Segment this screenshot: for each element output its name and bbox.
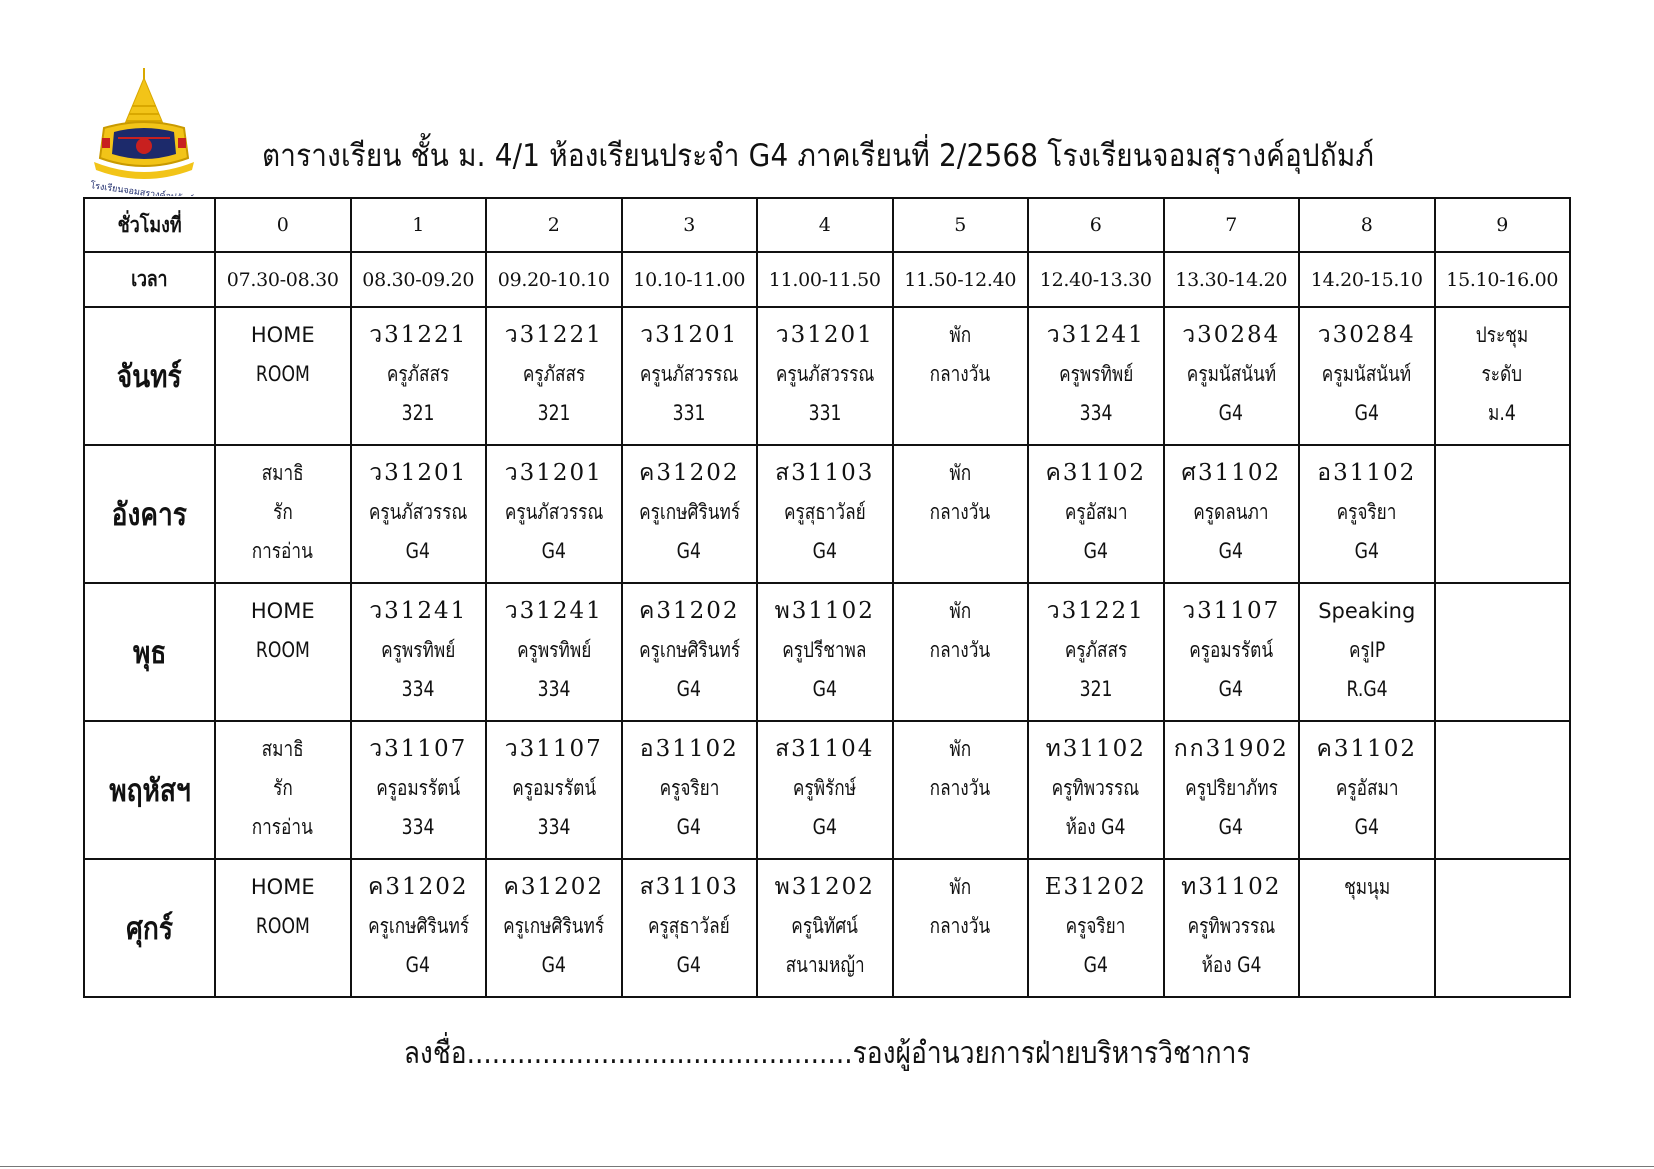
schedule-cell [622, 445, 758, 583]
teacher-name: กลางวัน [929, 500, 991, 524]
schedule-cell [215, 445, 351, 583]
schedule-cell [486, 583, 622, 721]
teacher-name: ครูมนัสนันท์ [1186, 362, 1276, 386]
teacher-name: ครูพรทิพย์ [381, 638, 456, 662]
class-entry [216, 308, 350, 444]
teacher-name: ครูภัสสร [522, 362, 585, 386]
day-row [84, 445, 1570, 583]
schedule-cell [622, 859, 758, 997]
subject-code: สมาธิ [261, 461, 304, 485]
room-label: 321 [401, 401, 435, 425]
class-entry [352, 446, 486, 582]
subject-code: พัก [949, 323, 972, 347]
schedule-cell [1299, 583, 1435, 721]
subject-code: ว31201 [775, 322, 874, 348]
subject-code: ว31221 [369, 322, 468, 348]
day-label-cell [84, 445, 215, 583]
class-entry [758, 308, 892, 444]
teacher-name: ระดับ [1481, 362, 1523, 386]
teacher-name: กลางวัน [929, 638, 991, 662]
room-label: ห้อง G4 [1065, 815, 1126, 839]
class-entry [894, 722, 1028, 858]
subject-code: กก31902 [1173, 736, 1289, 762]
schedule-cell [1435, 445, 1571, 583]
subject-code: ว31201 [504, 460, 603, 486]
room-label: G4 [812, 677, 837, 701]
class-entry [487, 446, 621, 582]
schedule-cell [1028, 445, 1164, 583]
teacher-name: ครูพรทิพย์ [1058, 362, 1133, 386]
room-label: G4 [1083, 953, 1108, 977]
class-entry [1029, 584, 1163, 720]
class-entry [1165, 860, 1299, 996]
class-entry [894, 308, 1028, 444]
room-label: G4 [1219, 401, 1244, 425]
schedule-cell [1028, 307, 1164, 445]
subject-code: ว31241 [1046, 322, 1145, 348]
teacher-name: ครูจริยา [1336, 500, 1397, 524]
schedule-cell [1299, 859, 1435, 997]
teacher-name: ครูมนัสนันท์ [1322, 362, 1412, 386]
subject-code: ว31201 [369, 460, 468, 486]
room-label: G4 [1219, 815, 1244, 839]
room-label: G4 [677, 953, 702, 977]
room-label: 334 [537, 677, 571, 701]
day-label-cell [84, 721, 215, 859]
room-label: G4 [1083, 539, 1108, 563]
teacher-name: ครูภัสสร [1064, 638, 1127, 662]
teacher-name: ครูทิพวรรณ [1051, 776, 1140, 800]
time-row [84, 252, 1570, 307]
subject-code: สมาธิ [261, 737, 304, 761]
class-entry [352, 722, 486, 858]
teacher-name: กลางวัน [929, 776, 991, 800]
subject-code: ค31102 [1045, 460, 1147, 486]
subject-code: ส31103 [775, 460, 875, 486]
teacher-name: ครูจริยา [659, 776, 720, 800]
class-entry [1436, 584, 1570, 720]
period-number-2: 2 [486, 198, 622, 252]
class-entry [352, 584, 486, 720]
schedule-cell [486, 859, 622, 997]
teacher-name: ครูเกษศิรินทร์ [367, 914, 469, 938]
schedule-cell [893, 859, 1029, 997]
subject-code: ว31221 [1046, 598, 1145, 624]
schedule-cell [893, 307, 1029, 445]
day-label: พฤหัสฯ [108, 773, 191, 809]
class-entry [216, 446, 350, 582]
teacher-name: ครูดลนภา [1193, 500, 1269, 524]
class-entry [216, 584, 350, 720]
schedule-cell [1164, 721, 1300, 859]
subject-code: ว31221 [504, 322, 603, 348]
teacher-name: รัก [272, 776, 293, 800]
room-label: G4 [1219, 677, 1244, 701]
teacher-name: ROOM [255, 362, 310, 386]
subject-code: พัก [949, 875, 972, 899]
subject-code: อ31102 [639, 736, 739, 762]
schedule-cell [351, 721, 487, 859]
page-title: ตารางเรียน ชั้น ม. 4/1 ห้องเรียนประจำ G4 ภาคเรียนที่ 2/2568 โรงเรียนจอมสุรางค์อุปถัมภ์ [262, 138, 1375, 174]
class-entry [1165, 446, 1299, 582]
schedule-cell [757, 445, 893, 583]
subject-code: ส31103 [639, 874, 739, 900]
day-row [84, 583, 1570, 721]
schedule-cell [1299, 445, 1435, 583]
signature-line: ลงชื่อ..............................................รองผู้อำนวยการฝ่ายบริหารวิชาการ [403, 1036, 1251, 1071]
schedule-cell [757, 721, 893, 859]
class-entry [487, 584, 621, 720]
teacher-name: ครูนภัสวรรณ [639, 362, 739, 386]
class-entry [758, 860, 892, 996]
class-entry [894, 860, 1028, 996]
day-row [84, 307, 1570, 445]
page-bottom-rule [0, 1166, 1654, 1167]
schedule-cell [351, 307, 487, 445]
class-entry [1029, 446, 1163, 582]
class-entry [623, 584, 757, 720]
class-entry [623, 308, 757, 444]
period-time-6: 12.40-13.30 [1028, 252, 1164, 307]
schedule-cell [1435, 307, 1571, 445]
schedule-cell [351, 583, 487, 721]
day-label: ศุกร์ [126, 911, 173, 947]
teacher-name: รัก [272, 500, 293, 524]
day-row [84, 721, 1570, 859]
teacher-name: ครูอมรรัตน์ [1189, 638, 1274, 662]
room-label: 334 [1079, 401, 1113, 425]
subject-code: ว31241 [369, 598, 468, 624]
subject-code: HOME [250, 599, 315, 623]
teacher-name: ROOM [255, 914, 310, 938]
room-label: G4 [1219, 539, 1244, 563]
subject-code: พ31102 [774, 598, 875, 624]
schedule-cell [757, 859, 893, 997]
subject-code: ท31102 [1181, 874, 1282, 900]
period-time-7: 13.30-14.20 [1164, 252, 1300, 307]
teacher-name: ครูปรีชาพล [782, 638, 867, 662]
room-label: 321 [1079, 677, 1113, 701]
subject-code: ค31102 [1316, 736, 1418, 762]
teacher-name: ครูสุธาวัลย์ [648, 914, 731, 938]
room-label: G4 [541, 539, 566, 563]
teacher-name: ครูจริยา [1065, 914, 1126, 938]
day-label: พุธ [132, 635, 167, 671]
day-label-cell [84, 583, 215, 721]
period-number-6: 6 [1028, 198, 1164, 252]
period-header-label: ชั่วโมงที่ [84, 198, 215, 252]
teacher-name: กลางวัน [929, 914, 991, 938]
subject-code: พัก [949, 461, 972, 485]
schedule-cell [215, 721, 351, 859]
schedule-cell [486, 307, 622, 445]
room-label: G4 [541, 953, 566, 977]
period-number-3: 3 [622, 198, 758, 252]
subject-code: อ31102 [1317, 460, 1417, 486]
room-label: R.G4 [1346, 677, 1388, 701]
class-entry [1165, 308, 1299, 444]
teacher-name: ครูนิทัศน์ [791, 914, 859, 938]
room-label: การอ่าน [252, 539, 314, 563]
schedule-cell [215, 583, 351, 721]
room-label: การอ่าน [252, 815, 314, 839]
room-label: G4 [1354, 401, 1379, 425]
class-entry [894, 584, 1028, 720]
schedule-cell [1299, 721, 1435, 859]
room-label: 334 [401, 677, 435, 701]
room-label: G4 [812, 815, 837, 839]
room-label: G4 [1354, 815, 1379, 839]
class-entry [1436, 860, 1570, 996]
period-number-8: 8 [1299, 198, 1435, 252]
class-entry [487, 308, 621, 444]
class-entry [894, 446, 1028, 582]
teacher-name: ครูนภัสวรรณ [368, 500, 468, 524]
room-label: G4 [677, 539, 702, 563]
schedule-cell [1028, 859, 1164, 997]
class-entry [758, 446, 892, 582]
room-label: 334 [537, 815, 571, 839]
room-label: 321 [537, 401, 571, 425]
teacher-name: กลางวัน [929, 362, 991, 386]
class-entry [1300, 722, 1434, 858]
schedule-cell [757, 307, 893, 445]
teacher-name: ครูอมรรัตน์ [511, 776, 596, 800]
class-entry [758, 722, 892, 858]
subject-code: ค31202 [638, 460, 740, 486]
schedule-cell [1164, 307, 1300, 445]
period-time-4: 11.00-11.50 [757, 252, 893, 307]
teacher-name: ครูอัสมา [1335, 776, 1399, 800]
class-entry [1300, 584, 1434, 720]
class-entry [1165, 722, 1299, 858]
period-time-1: 08.30-09.20 [351, 252, 487, 307]
teacher-name: ครูIP [1348, 638, 1385, 662]
teacher-name: ครูภัสสร [387, 362, 450, 386]
schedule-cell [622, 307, 758, 445]
schedule-cell [1299, 307, 1435, 445]
room-label: 331 [808, 401, 842, 425]
period-number-5: 5 [893, 198, 1029, 252]
subject-code: ศ31102 [1181, 460, 1282, 486]
teacher-name: ROOM [255, 638, 310, 662]
schedule-cell [1435, 721, 1571, 859]
class-entry [1300, 860, 1434, 996]
subject-code: ค31202 [638, 598, 740, 624]
schedule-cell [215, 859, 351, 997]
period-time-2: 09.20-10.10 [486, 252, 622, 307]
period-number-0: 0 [215, 198, 351, 252]
class-entry [352, 860, 486, 996]
subject-code: ประชุม [1476, 323, 1529, 347]
schedule-cell [351, 445, 487, 583]
class-entry [623, 446, 757, 582]
room-label: G4 [406, 539, 431, 563]
room-label: 331 [672, 401, 706, 425]
room-label: G4 [812, 539, 837, 563]
time-header-label: เวลา [84, 252, 215, 307]
period-number-4: 4 [757, 198, 893, 252]
class-entry [623, 722, 757, 858]
day-label: อังคาร [111, 497, 188, 533]
subject-code: Speaking [1318, 599, 1416, 623]
subject-code: ว31241 [504, 598, 603, 624]
teacher-name: ครูนภัสวรรณ [775, 362, 875, 386]
svg-text:โรงเรียนจอมสุรางค์อุปถัมภ์: โรงเรียนจอมสุรางค์อุปถัมภ์ [89, 181, 195, 196]
period-number-7: 7 [1164, 198, 1300, 252]
class-entry [1300, 308, 1434, 444]
schedule-cell [622, 721, 758, 859]
subject-code: ว31107 [369, 736, 468, 762]
teacher-name: ครูปริยาภัทร [1184, 776, 1278, 800]
schedule-cell [893, 583, 1029, 721]
class-entry [1436, 722, 1570, 858]
class-entry [1029, 860, 1163, 996]
day-label-cell [84, 307, 215, 445]
schedule-cell [1435, 583, 1571, 721]
room-label: G4 [406, 953, 431, 977]
period-time-5: 11.50-12.40 [893, 252, 1029, 307]
teacher-name: ครูอัสมา [1064, 500, 1128, 524]
teacher-name: ครูเกษศิรินทร์ [638, 638, 740, 662]
room-label: 334 [401, 815, 435, 839]
subject-code: พัก [949, 599, 972, 623]
subject-code: ค31202 [503, 874, 605, 900]
teacher-name: ครูทิพวรรณ [1187, 914, 1276, 938]
room-label: ม.4 [1488, 401, 1517, 425]
class-entry [1029, 722, 1163, 858]
day-label-cell [84, 859, 215, 997]
teacher-name: ครูพรทิพย์ [516, 638, 591, 662]
class-entry [1165, 584, 1299, 720]
schedule-cell [1164, 859, 1300, 997]
class-entry [216, 860, 350, 996]
schedule-cell [757, 583, 893, 721]
subject-code: E31202 [1044, 874, 1147, 900]
schedule-cell [893, 721, 1029, 859]
teacher-name: ครูอมรรัตน์ [376, 776, 461, 800]
room-label: ห้อง G4 [1201, 953, 1262, 977]
subject-code: ท31102 [1045, 736, 1146, 762]
subject-code: พัก [949, 737, 972, 761]
class-entry [352, 308, 486, 444]
schedule-cell [1028, 583, 1164, 721]
schedule-cell [893, 445, 1029, 583]
period-time-3: 10.10-11.00 [622, 252, 758, 307]
schedule-cell [1028, 721, 1164, 859]
schedule-cell [215, 307, 351, 445]
class-entry [1436, 308, 1570, 444]
subject-code: พ31202 [774, 874, 875, 900]
teacher-name: ครูเกษศิรินทร์ [503, 914, 605, 938]
class-entry [623, 860, 757, 996]
subject-code: ว30284 [1317, 322, 1416, 348]
subject-code: ส31104 [775, 736, 875, 762]
teacher-name: ครูเกษศิรินทร์ [638, 500, 740, 524]
class-entry [1029, 308, 1163, 444]
period-time-8: 14.20-15.10 [1299, 252, 1435, 307]
subject-code: ว31107 [504, 736, 603, 762]
schedule-cell [1435, 859, 1571, 997]
schedule-cell [351, 859, 487, 997]
schedule-cell [1164, 583, 1300, 721]
period-number-9: 9 [1435, 198, 1571, 252]
class-entry [487, 722, 621, 858]
teacher-name: ครูนภัสวรรณ [504, 500, 604, 524]
class-entry [758, 584, 892, 720]
class-entry [1300, 446, 1434, 582]
schedule-cell [486, 721, 622, 859]
subject-code: ว31201 [640, 322, 739, 348]
subject-code: ค31202 [367, 874, 469, 900]
period-time-0: 07.30-08.30 [215, 252, 351, 307]
timetable [83, 197, 1571, 998]
subject-code: ว31107 [1182, 598, 1281, 624]
teacher-name: ครูสุธาวัลย์ [783, 500, 866, 524]
schedule-cell [486, 445, 622, 583]
day-label: จันทร์ [116, 359, 182, 395]
room-label: G4 [1354, 539, 1379, 563]
subject-code: ชุมนุม [1343, 875, 1390, 899]
subject-code: ว30284 [1182, 322, 1281, 348]
period-number-1: 1 [351, 198, 487, 252]
schedule-cell [1164, 445, 1300, 583]
schedule-cell [622, 583, 758, 721]
period-number-row [84, 198, 1570, 252]
class-entry [487, 860, 621, 996]
class-entry [1436, 446, 1570, 582]
school-emblem-icon [84, 66, 210, 196]
class-entry [216, 722, 350, 858]
subject-code: HOME [250, 875, 315, 899]
room-label: G4 [677, 815, 702, 839]
room-label: G4 [677, 677, 702, 701]
subject-code: HOME [250, 323, 315, 347]
period-time-9: 15.10-16.00 [1435, 252, 1571, 307]
teacher-name: ครูพิรักษ์ [793, 776, 857, 800]
day-row [84, 859, 1570, 997]
room-label: สนามหญ้า [785, 953, 865, 977]
